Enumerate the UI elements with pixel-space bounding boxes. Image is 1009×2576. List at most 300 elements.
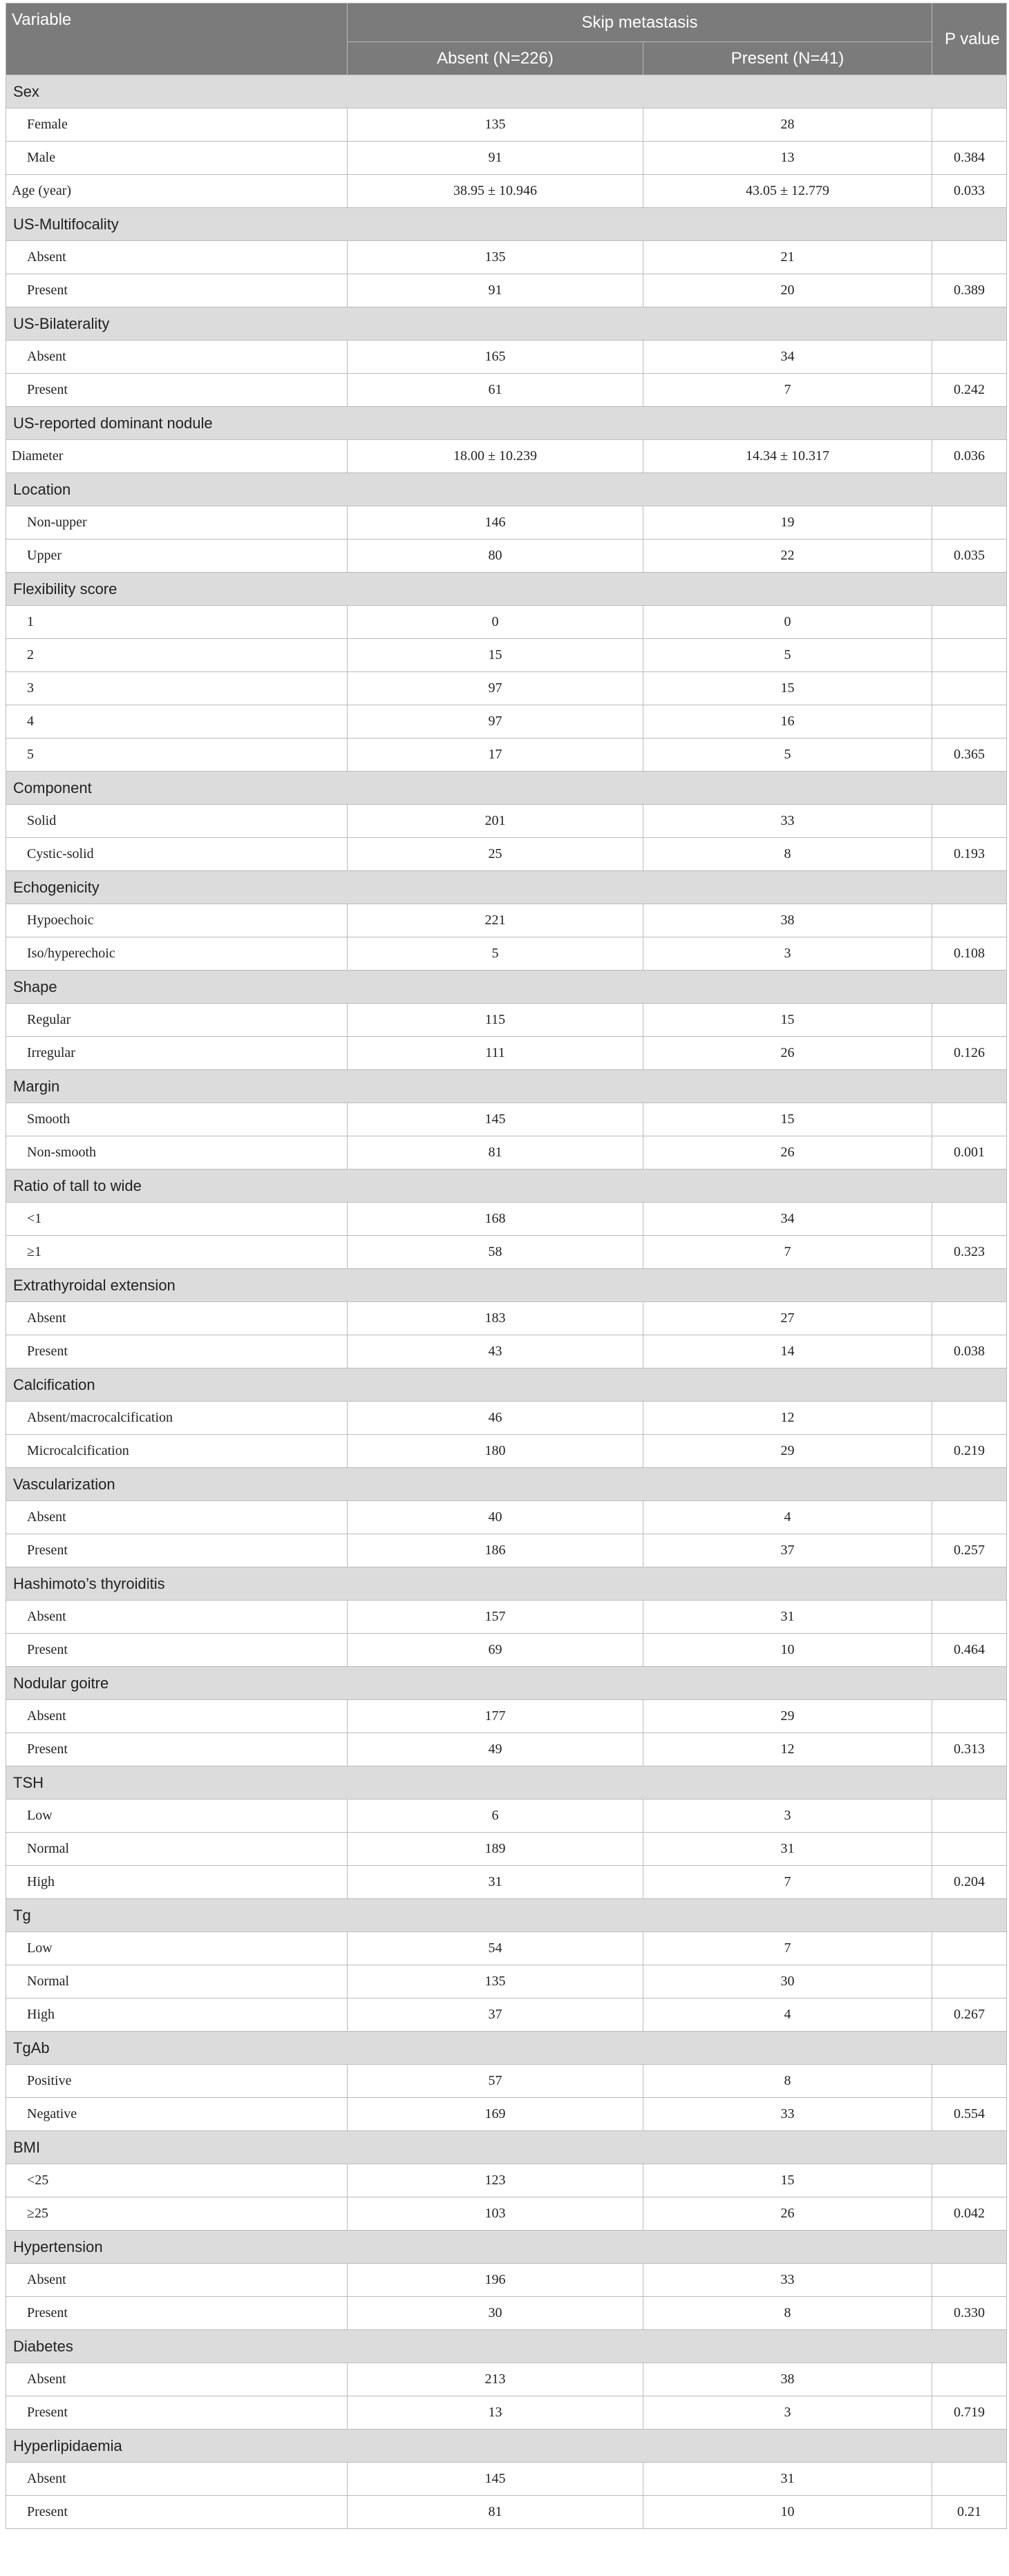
p-value-cell: 0.042: [932, 2197, 1007, 2231]
absent-count-cell: 81: [348, 2496, 643, 2529]
row-label: Present: [6, 374, 348, 407]
present-count-cell: 33: [643, 2264, 932, 2297]
row-label: 5: [6, 738, 348, 772]
table-row: [6, 1302, 1007, 1335]
absent-group-header: Absent (N=226): [348, 42, 643, 75]
p-value-cell: [932, 506, 1007, 540]
section-header-row: [6, 1368, 1007, 1402]
row-label: Male: [6, 142, 348, 175]
p-value-cell: [932, 1965, 1007, 1998]
present-count-cell: 19: [643, 506, 932, 540]
row-label: <1: [6, 1203, 348, 1236]
present-count-cell: 5: [643, 738, 932, 772]
table-row: [6, 1700, 1007, 1733]
p-value-cell: [932, 2363, 1007, 2396]
section-title: Echogenicity: [6, 871, 1007, 904]
section-header-row: [6, 1766, 1007, 1800]
present-count-cell: 15: [643, 672, 932, 705]
table-row: [6, 175, 1007, 208]
table-row: [6, 805, 1007, 838]
p-value-cell: 0.267: [932, 1998, 1007, 2032]
absent-count-cell: 17: [348, 738, 643, 772]
p-value-cell: [932, 705, 1007, 738]
p-value-cell: 0.038: [932, 1335, 1007, 1368]
p-value-cell: 0.719: [932, 2396, 1007, 2430]
present-count-cell: 4: [643, 1501, 932, 1534]
table-row: [6, 838, 1007, 871]
present-count-cell: 3: [643, 2396, 932, 2430]
absent-count-cell: 145: [348, 1103, 643, 1136]
section-header-row: [6, 2131, 1007, 2164]
p-value-cell: [932, 805, 1007, 838]
row-label: Non-smooth: [6, 1136, 348, 1170]
section-title: Component: [6, 772, 1007, 805]
p-value-cell: 0.365: [932, 738, 1007, 772]
row-label: High: [6, 1998, 348, 2032]
absent-count-cell: 81: [348, 1136, 643, 1170]
present-count-cell: 30: [643, 1965, 932, 1998]
absent-count-cell: 135: [348, 241, 643, 274]
present-count-cell: 5: [643, 639, 932, 672]
section-title: BMI: [6, 2131, 1007, 2164]
table-row: [6, 1733, 1007, 1766]
present-count-cell: 33: [643, 805, 932, 838]
present-count-cell: 8: [643, 2297, 932, 2330]
p-value-cell: [932, 904, 1007, 937]
absent-count-cell: 54: [348, 1932, 643, 1965]
section-header-row: [6, 407, 1007, 440]
absent-count-cell: 38.95 ± 10.946: [348, 175, 643, 208]
absent-count-cell: 57: [348, 2065, 643, 2098]
table-row: [6, 904, 1007, 937]
section-title: Sex: [6, 75, 1007, 108]
row-label: Normal: [6, 1833, 348, 1866]
table-row: [6, 937, 1007, 971]
table-row: [6, 2297, 1007, 2330]
p-value-cell: 0.204: [932, 1866, 1007, 1899]
section-title: Flexibility score: [6, 573, 1007, 606]
table-row: [6, 374, 1007, 407]
present-count-cell: 12: [643, 1733, 932, 1766]
present-count-cell: 16: [643, 705, 932, 738]
p-value-cell: [932, 1932, 1007, 1965]
absent-count-cell: 91: [348, 274, 643, 307]
section-title: Tg: [6, 1899, 1007, 1932]
absent-count-cell: 213: [348, 2363, 643, 2396]
p-value-cell: [932, 1700, 1007, 1733]
present-count-cell: 8: [643, 838, 932, 871]
table-row: [6, 2065, 1007, 2098]
absent-count-cell: 186: [348, 1534, 643, 1567]
absent-count-cell: 30: [348, 2297, 643, 2330]
table-row: [6, 1037, 1007, 1070]
p-value-header: P value: [932, 3, 1007, 75]
absent-count-cell: 111: [348, 1037, 643, 1070]
section-title: US-Bilaterality: [6, 307, 1007, 341]
table-row: [6, 2164, 1007, 2197]
present-count-cell: 14: [643, 1335, 932, 1368]
present-count-cell: 43.05 ± 12.779: [643, 175, 932, 208]
absent-count-cell: 123: [348, 2164, 643, 2197]
table-row: [6, 506, 1007, 540]
row-label: 3: [6, 672, 348, 705]
section-header-row: [6, 2430, 1007, 2463]
table-row: [6, 1004, 1007, 1037]
table-row: [6, 1335, 1007, 1368]
row-label: Present: [6, 2297, 348, 2330]
table-row: [6, 1800, 1007, 1833]
table-row: [6, 2496, 1007, 2529]
row-label: Negative: [6, 2098, 348, 2131]
absent-count-cell: 40: [348, 1501, 643, 1534]
row-label: Absent: [6, 1601, 348, 1634]
row-label: Positive: [6, 2065, 348, 2098]
present-count-cell: 31: [643, 1833, 932, 1866]
table-row: [6, 1103, 1007, 1136]
p-value-cell: [932, 241, 1007, 274]
table-row: [6, 440, 1007, 473]
absent-count-cell: 49: [348, 1733, 643, 1766]
absent-count-cell: 157: [348, 1601, 643, 1634]
present-count-cell: 15: [643, 1004, 932, 1037]
section-title: Diabetes: [6, 2330, 1007, 2363]
p-value-cell: 0.389: [932, 274, 1007, 307]
table-row: [6, 1501, 1007, 1534]
p-value-cell: [932, 672, 1007, 705]
table-body: [6, 75, 1007, 2529]
row-label: Present: [6, 2496, 348, 2529]
table-row: [6, 1402, 1007, 1435]
section-title: TSH: [6, 1766, 1007, 1800]
section-header-row: [6, 473, 1007, 506]
table-row: [6, 1634, 1007, 1667]
section-title: Vascularization: [6, 1468, 1007, 1501]
row-label: Regular: [6, 1004, 348, 1037]
table-row: [6, 705, 1007, 738]
section-title: US-reported dominant nodule: [6, 407, 1007, 440]
absent-count-cell: 15: [348, 639, 643, 672]
table-row: [6, 2363, 1007, 2396]
present-count-cell: 38: [643, 2363, 932, 2396]
section-header-row: [6, 75, 1007, 108]
table-row: [6, 108, 1007, 142]
present-count-cell: 7: [643, 374, 932, 407]
section-header-row: [6, 2330, 1007, 2363]
row-label: Iso/hyperechoic: [6, 937, 348, 971]
p-value-cell: 0.219: [932, 1435, 1007, 1468]
section-header-row: [6, 1269, 1007, 1302]
present-count-cell: 4: [643, 1998, 932, 2032]
present-count-cell: 31: [643, 2463, 932, 2496]
present-count-cell: 7: [643, 1236, 932, 1269]
row-label: Absent: [6, 1700, 348, 1733]
absent-count-cell: 97: [348, 705, 643, 738]
present-count-cell: 34: [643, 341, 932, 374]
table-row: [6, 540, 1007, 573]
section-header-row: [6, 1667, 1007, 1700]
p-value-cell: [932, 606, 1007, 639]
p-value-cell: 0.001: [932, 1136, 1007, 1170]
present-count-cell: 3: [643, 1800, 932, 1833]
p-value-cell: [932, 1103, 1007, 1136]
row-label: Irregular: [6, 1037, 348, 1070]
absent-count-cell: 6: [348, 1800, 643, 1833]
table-row: [6, 241, 1007, 274]
row-label: Microcalcification: [6, 1435, 348, 1468]
absent-count-cell: 180: [348, 1435, 643, 1468]
p-value-cell: [932, 108, 1007, 142]
section-title: Hyperlipidaemia: [6, 2430, 1007, 2463]
p-value-cell: [932, 1833, 1007, 1866]
present-count-cell: 7: [643, 1866, 932, 1899]
present-count-cell: 7: [643, 1932, 932, 1965]
present-count-cell: 10: [643, 1634, 932, 1667]
present-count-cell: 33: [643, 2098, 932, 2131]
section-header-row: [6, 1170, 1007, 1203]
absent-count-cell: 135: [348, 108, 643, 142]
row-label: Absent: [6, 341, 348, 374]
absent-count-cell: 80: [348, 540, 643, 573]
section-title: Extrathyroidal extension: [6, 1269, 1007, 1302]
row-label: Present: [6, 1335, 348, 1368]
absent-count-cell: 115: [348, 1004, 643, 1037]
table-row: [6, 1601, 1007, 1634]
present-count-cell: 0: [643, 606, 932, 639]
section-title: TgAb: [6, 2032, 1007, 2065]
table-row: [6, 2264, 1007, 2297]
row-label: Low: [6, 1932, 348, 1965]
row-label: High: [6, 1866, 348, 1899]
section-title: Margin: [6, 1070, 1007, 1103]
present-count-cell: 3: [643, 937, 932, 971]
table-row: [6, 2396, 1007, 2430]
header-row: [6, 3, 1007, 42]
table-row: [6, 1866, 1007, 1899]
table-row: [6, 2463, 1007, 2496]
p-value-cell: [932, 1203, 1007, 1236]
section-title: US-Multifocality: [6, 208, 1007, 241]
present-count-cell: 15: [643, 2164, 932, 2197]
present-count-cell: 13: [643, 142, 932, 175]
row-label: Present: [6, 274, 348, 307]
p-value-cell: 0.193: [932, 838, 1007, 871]
row-label: Low: [6, 1800, 348, 1833]
table-row: [6, 1965, 1007, 1998]
present-count-cell: 27: [643, 1302, 932, 1335]
section-header-row: [6, 573, 1007, 606]
present-count-cell: 12: [643, 1402, 932, 1435]
present-count-cell: 15: [643, 1103, 932, 1136]
p-value-cell: 0.323: [932, 1236, 1007, 1269]
present-count-cell: 38: [643, 904, 932, 937]
present-count-cell: 26: [643, 1136, 932, 1170]
table-row: [6, 1236, 1007, 1269]
p-value-cell: [932, 1800, 1007, 1833]
absent-count-cell: 145: [348, 2463, 643, 2496]
table-row: [6, 1534, 1007, 1567]
table-row: [6, 1932, 1007, 1965]
absent-count-cell: 169: [348, 2098, 643, 2131]
section-header-row: [6, 1899, 1007, 1932]
row-label: Absent: [6, 1501, 348, 1534]
present-count-cell: 20: [643, 274, 932, 307]
p-value-cell: 0.21: [932, 2496, 1007, 2529]
p-value-cell: 0.242: [932, 374, 1007, 407]
p-value-cell: 0.330: [932, 2297, 1007, 2330]
row-label: Non-upper: [6, 506, 348, 540]
present-count-cell: 10: [643, 2496, 932, 2529]
absent-count-cell: 165: [348, 341, 643, 374]
present-count-cell: 8: [643, 2065, 932, 2098]
p-value-cell: 0.384: [932, 142, 1007, 175]
section-header-row: [6, 2032, 1007, 2065]
absent-count-cell: 183: [348, 1302, 643, 1335]
row-label: Absent: [6, 2264, 348, 2297]
absent-count-cell: 177: [348, 1700, 643, 1733]
row-label: Present: [6, 2396, 348, 2430]
row-label: Cystic-solid: [6, 838, 348, 871]
present-count-cell: 21: [643, 241, 932, 274]
row-label: Present: [6, 1733, 348, 1766]
absent-count-cell: 46: [348, 1402, 643, 1435]
absent-count-cell: 5: [348, 937, 643, 971]
absent-count-cell: 168: [348, 1203, 643, 1236]
present-count-cell: 26: [643, 1037, 932, 1070]
table-row: [6, 2098, 1007, 2131]
row-label: Absent: [6, 241, 348, 274]
p-value-cell: 0.313: [932, 1733, 1007, 1766]
p-value-cell: [932, 1501, 1007, 1534]
present-count-cell: 26: [643, 2197, 932, 2231]
table-row: [6, 142, 1007, 175]
absent-count-cell: 25: [348, 838, 643, 871]
absent-count-cell: 43: [348, 1335, 643, 1368]
table-row: [6, 1833, 1007, 1866]
absent-count-cell: 13: [348, 2396, 643, 2430]
p-value-cell: [932, 2065, 1007, 2098]
section-header-row: [6, 1468, 1007, 1501]
row-label: Absent: [6, 2463, 348, 2496]
p-value-cell: 0.464: [932, 1634, 1007, 1667]
absent-count-cell: 135: [348, 1965, 643, 1998]
absent-count-cell: 189: [348, 1833, 643, 1866]
present-count-cell: 29: [643, 1700, 932, 1733]
absent-count-cell: 103: [348, 2197, 643, 2231]
p-value-cell: [932, 1302, 1007, 1335]
section-header-row: [6, 971, 1007, 1004]
section-header-row: [6, 2231, 1007, 2264]
table-row: [6, 639, 1007, 672]
p-value-cell: [932, 2463, 1007, 2496]
row-label: <25: [6, 2164, 348, 2197]
row-label: Age (year): [6, 175, 348, 208]
row-label: Smooth: [6, 1103, 348, 1136]
section-title: Shape: [6, 971, 1007, 1004]
p-value-cell: 0.033: [932, 175, 1007, 208]
present-count-cell: 29: [643, 1435, 932, 1468]
table-row: [6, 1435, 1007, 1468]
p-value-cell: 0.108: [932, 937, 1007, 971]
present-group-header: Present (N=41): [643, 42, 932, 75]
row-label: Absent: [6, 2363, 348, 2396]
section-header-row: [6, 772, 1007, 805]
present-count-cell: 34: [643, 1203, 932, 1236]
section-title: Ratio of tall to wide: [6, 1170, 1007, 1203]
table-row: [6, 672, 1007, 705]
row-label: Normal: [6, 1965, 348, 1998]
p-value-cell: 0.554: [932, 2098, 1007, 2131]
section-header-row: [6, 871, 1007, 904]
absent-count-cell: 37: [348, 1998, 643, 2032]
p-value-cell: [932, 2164, 1007, 2197]
row-label: Absent/macrocalcification: [6, 1402, 348, 1435]
section-title: Calcification: [6, 1368, 1007, 1402]
section-header-row: [6, 1567, 1007, 1601]
absent-count-cell: 196: [348, 2264, 643, 2297]
p-value-cell: [932, 1402, 1007, 1435]
row-label: 2: [6, 639, 348, 672]
absent-count-cell: 31: [348, 1866, 643, 1899]
skip-metastasis-table: [6, 3, 1007, 2529]
row-label: Absent: [6, 1302, 348, 1335]
table-row: [6, 1203, 1007, 1236]
p-value-cell: [932, 341, 1007, 374]
section-title: Location: [6, 473, 1007, 506]
present-count-cell: 31: [643, 1601, 932, 1634]
p-value-cell: [932, 1601, 1007, 1634]
skip-metastasis-header: Skip metastasis: [348, 3, 932, 42]
table-row: [6, 274, 1007, 307]
table-row: [6, 738, 1007, 772]
p-value-cell: 0.035: [932, 540, 1007, 573]
row-label: Present: [6, 1534, 348, 1567]
section-header-row: [6, 208, 1007, 241]
absent-count-cell: 221: [348, 904, 643, 937]
p-value-cell: 0.126: [932, 1037, 1007, 1070]
absent-count-cell: 201: [348, 805, 643, 838]
row-label: 4: [6, 705, 348, 738]
absent-count-cell: 61: [348, 374, 643, 407]
absent-count-cell: 97: [348, 672, 643, 705]
absent-count-cell: 91: [348, 142, 643, 175]
p-value-cell: 0.257: [932, 1534, 1007, 1567]
table-row: [6, 606, 1007, 639]
section-title: Hashimoto’s thyroiditis: [6, 1567, 1007, 1601]
row-label: Solid: [6, 805, 348, 838]
row-label: Hypoechoic: [6, 904, 348, 937]
p-value-cell: [932, 1004, 1007, 1037]
row-label: Present: [6, 1634, 348, 1667]
row-label: Female: [6, 108, 348, 142]
present-count-cell: 22: [643, 540, 932, 573]
section-header-row: [6, 307, 1007, 341]
absent-count-cell: 18.00 ± 10.239: [348, 440, 643, 473]
present-count-cell: 14.34 ± 10.317: [643, 440, 932, 473]
present-count-cell: 37: [643, 1534, 932, 1567]
table-row: [6, 341, 1007, 374]
table-row: [6, 1136, 1007, 1170]
section-title: Hypertension: [6, 2231, 1007, 2264]
p-value-cell: [932, 639, 1007, 672]
p-value-cell: [932, 2264, 1007, 2297]
row-label: 1: [6, 606, 348, 639]
row-label: ≥25: [6, 2197, 348, 2231]
absent-count-cell: 146: [348, 506, 643, 540]
absent-count-cell: 58: [348, 1236, 643, 1269]
p-value-cell: 0.036: [932, 440, 1007, 473]
present-count-cell: 28: [643, 108, 932, 142]
row-label: ≥1: [6, 1236, 348, 1269]
